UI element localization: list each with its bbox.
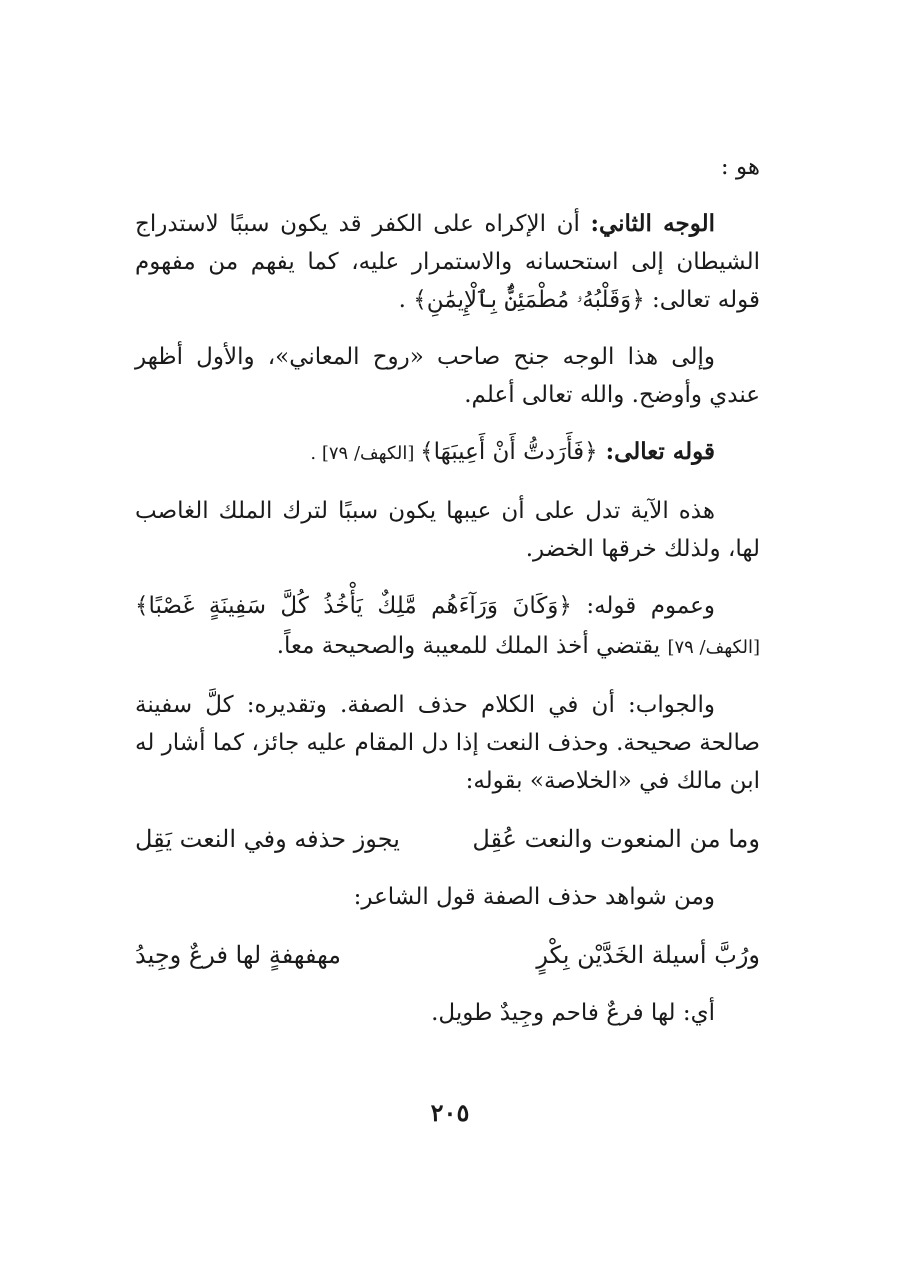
quran-verse-2: ﴿فَأَرَدتُّ أَنْ أَعِيبَهَا﴾ <box>420 439 598 465</box>
verse-reference-1: [الكهف/ ٧٩] . <box>310 443 421 464</box>
page-number: ٢٠٥ <box>430 1098 470 1127</box>
generality-lead: وعموم قوله: <box>571 593 715 619</box>
explanation-text: هذه الآية تدل على أن عيبها يكون سببًا لترك الملك الغاصب لها، ولذلك خرقها الخضر. <box>135 498 760 562</box>
poem-line-1-second-hemistich: يجوز حذفه وفي النعت يَقِل <box>135 825 400 853</box>
poem-line-2-first-hemistich: ورُبَّ أسيلة الخَدَّيْن بِكْرٍ <box>536 941 760 969</box>
paragraph-intro <box>135 148 760 186</box>
paragraph-verse-quote <box>135 433 760 473</box>
paragraph-second-aspect <box>135 205 760 319</box>
answer-text: والجواب: أن في الكلام حذف الصفة. وتقديره: كلَّ سفينة صالحة صحيحة. وحذف النعت إذا دل المقام عليه جائز، كما أشار له ابن مالك في «الخلاصة» بقوله: <box>135 692 760 794</box>
paragraph-evidence-intro <box>135 878 760 916</box>
evidence-intro-text: ومن شواهد حذف الصفة قول الشاعر: <box>353 884 715 910</box>
paragraph-generality <box>135 587 760 667</box>
second-aspect-text: أن الإكراه على الكفر قد يكون سببًا لاستدراج الشيطان إلى استحسانه والاستمرار عليه، كما يفهم من مفهوم قوله تعالى: <box>135 211 760 313</box>
paragraph-ruh-al-maani <box>135 338 760 414</box>
verse-reference-2: [الكهف/ ٧٩] <box>667 637 760 658</box>
intro-text: هو : <box>720 154 760 180</box>
paragraph-meaning <box>135 994 760 1032</box>
meaning-text: أي: لها فرعٌ فاحم وجِيدٌ طويل. <box>431 1000 715 1026</box>
second-aspect-end: . <box>398 287 414 313</box>
generality-end: يقتضي أخذ الملك للمعيبة والصحيحة معاً. <box>276 633 668 659</box>
quran-verse-1: ﴿وَقَلْبُهُۥ مُطْمَئِنٌّۢ بِٱلْإِيمَٰنِ﴾ <box>413 287 645 313</box>
poem-line-1-first-hemistich: وما من المنعوت والنعت عُقِل <box>472 825 760 853</box>
ruh-al-maani-text: وإلى هذا الوجه جنح صاحب «روح المعاني»، والأول أظهر عندي وأوضح. والله تعالى أعلم. <box>135 344 760 408</box>
poem-line-1 <box>135 819 760 859</box>
poem-line-2 <box>135 935 760 975</box>
verse-quote-heading: قوله تعالى: <box>597 438 715 465</box>
quran-verse-3: ﴿وَكَانَ وَرَآءَهُم مَّلِكٌ يَأْخُذُ كُلَّ سَفِينَةٍ غَصْبًا﴾ <box>135 593 572 619</box>
page-body <box>135 148 760 1051</box>
poem-line-2-second-hemistich: مهفهفةٍ لها فرعٌ وجِيدُ <box>135 941 342 969</box>
paragraph-explanation <box>135 492 760 568</box>
second-aspect-heading: الوجه الثاني: <box>590 210 716 237</box>
paragraph-answer <box>135 686 760 800</box>
